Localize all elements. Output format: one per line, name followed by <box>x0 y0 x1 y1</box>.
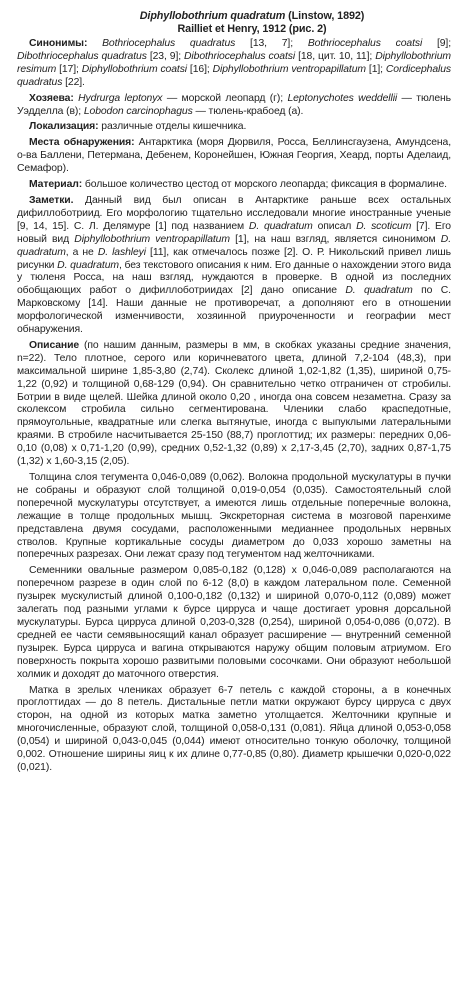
localization-text: различные отделы кишечника. <box>98 121 247 133</box>
locations-paragraph <box>17 137 451 176</box>
material-paragraph <box>17 179 451 192</box>
notes-text: [1], на наш взгляд, является синонимом <box>229 233 441 245</box>
synonym-ref: [18, цит. 10, 11]; <box>295 50 376 62</box>
species-authority: Railliet et Henry, 1912 (рис. 2) <box>177 23 327 35</box>
synonym-name: Bothriocephalus coatsi <box>307 38 423 49</box>
synonym-name: Diphyllobothrium ventropapillatum <box>212 63 366 75</box>
synonym-ref: [17]; <box>56 63 82 75</box>
description-text: (по нашим данным, размеры в мм, в скобках указаны средние значения, n=22). Тело плотное, серого или коричневатого цвета, длиной 7,2-104 (48,3), при максимальной ширине 1,85-3,80 (2,74). Сколекс длиной 1,02-1,82 (1,35), шириной 0,75-1,22 (0,92) и толщиной 0,68-129 (0,94). Он сравнительно четко отграничен от стробилы. Ботрии в виде щелей. Шейка длиной около 0,20 , иногда она совсем незаметна. Сразу за сколексом стробила сильно сегментирована. Членики слабо краспедотные, прямоугольные, квадратные или слегка вытянутые, иногда с выпуклыми латеральными краями. В стробиле насчитывается 25-150 (88,7) проглоттид; их размеры: передних 0,06-0,10 (0,08) х 0,71-1,20 (0,99), средних 0,52-1,32 (0,89) х 2,17-3,45 (2,70), задних 0,87-1,75 (1,32) х 1,60-3,15 (2,05). <box>17 339 451 468</box>
synonym-ref: [16]; <box>187 63 213 75</box>
uterus-paragraph: Матка в зрелых члениках образует 6-7 петель с каждой стороны, а в конечных проглоттидах — до 8 петель. Дистальные петли матки окружают бурсу цирруса с двух сторон, на одной из которых матка заметно утолщается. Желточники крупные и многочисленные, образуют слой, толщиной 0,058-0,131 (0,081). Яйца длиной 0,053-0,058 (0,054) и шириной 0,043-0,045 (0,044) имеют относительно тонкую оболочку, толщиной 0,002. Отношение ширины яиц к их длине 0,77-0,85 (0,80). Диаметр крышечки 0,020-0,022 (0,021). <box>17 684 451 773</box>
hosts-label: Хозяева: <box>29 92 74 104</box>
hosts-paragraph <box>17 93 451 119</box>
species-ref: D. quadratum <box>17 233 451 258</box>
species-ref: D. quadratum <box>345 285 413 297</box>
localization-label: Локализация: <box>29 121 99 133</box>
description-label: Описание <box>29 339 80 351</box>
synonym-name: Diphyllobothrium resimum <box>17 50 451 75</box>
synonym-ref: [9]; <box>422 38 452 49</box>
synonym-name: Cordicephalus quadratus <box>17 63 451 88</box>
locations-label: Места обнаружения: <box>29 137 135 149</box>
notes-text: , без текстового описания к ним. Его данные о нахождении этого вида у тюленя Росса, на наш взгляд, нуждаются в проверке. В одной из последних обобщающих работ о дифиллоботриидах [2] дано описание <box>17 259 451 297</box>
species-author: (Linstow, 1892) <box>285 10 365 22</box>
synonym-name: Diphyllobothrium coatsi <box>81 63 187 75</box>
synonym-name: Bothriocephalus quadratus <box>87 38 236 49</box>
notes-text: Данный вид был описан в Антарктике раньше всех остальных дифиллоботриид. Его морфологию тщательно исследовали многие иностранные ученые [9, 14, 15]. С. Л. Делямуре [1] под названием <box>17 194 451 232</box>
localization-paragraph <box>17 121 451 134</box>
species-ref: D. quadratum <box>57 259 119 271</box>
species-title <box>17 10 451 36</box>
host-common-name: — тюлень Уэдделла (в); <box>17 92 451 117</box>
testes-paragraph: Семенники овальные размером 0,085-0,182 (0,128) х 0,046-0,089 располагаются на поперечном разрезе в один слой по 6-12 (8,0) в каждом латеральном поле. Семенной пузырек мускулистый длиной 0,100-0,182 (0,132) и шириной 0,070-0,112 (0,089) может залегать под разными углами к бурсе цирруса и чаще достигает уровня дорсальной мускулатуры. Бурса цирруса длиной 0,203-0,328 (0,254), шириной 0,054-0,086 (0,072). В средней ее части семявыносящий канал образует расширение — внутренний семенной пузырек. Бурса цирруса и вагина открываются наружу общим половым атриумом. Его поверхность покрыта хорошо развитыми половыми сосочками. Они образуют небольшой холмик и доходят до маточного отверстия. <box>17 565 451 680</box>
species-ref: D. scoticum <box>356 220 412 232</box>
synonyms-paragraph <box>17 38 451 90</box>
notes-text: , а не <box>65 246 98 258</box>
species-ref: D. lashleyi <box>97 246 146 258</box>
material-label: Материал: <box>29 179 83 191</box>
species-ref: D. quadratum <box>248 220 313 232</box>
host-common-name: — морской леопард (г); <box>162 92 288 104</box>
notes-label: Заметки. <box>29 194 74 206</box>
host-name: Lobodon carcinophagus <box>83 105 193 117</box>
synonym-name: Dibothriocephalus coatsi <box>184 50 296 62</box>
synonym-ref: [1]; <box>365 63 386 75</box>
species-ref: Diphyllobothrium ventropapillatum <box>74 233 230 245</box>
notes-text: [7]. Его новый вид <box>17 220 451 245</box>
synonym-ref: [22]. <box>62 76 85 88</box>
host-common-name: — тюлень-крабоед (а). <box>192 105 304 117</box>
synonym-name: Dibothriocephalus quadratus <box>17 50 147 62</box>
species-name: Diphyllobothrium quadratum <box>139 10 286 22</box>
synonym-ref: [23, 9]; <box>146 50 185 62</box>
notes-text: по С. Марковскому [14]. Наши данные не противоречат, а дополняют его в отношении морфологической изменчивости, хозяинной приуроченности и географии мест обнаружения. <box>17 285 451 336</box>
tegument-paragraph: Толщина слоя тегумента 0,046-0,089 (0,062). Волокна продольной мускулатуры в пучки не собраны и образуют слой толщиной 0,019-0,054 (0,035). Самостоятельный слой поперечной мускулатуры отсутствует, а имеются лишь отдельные поперечные волокна, лежащие в толще продольных мышц. Экскреторная система в мозговой паренхиме представлена двумя сосудами, расположенными медианнее продольных нервных стволов. Крупные кортикальные сосуды диаметром до 0,033 хорошо заметны на поперечных разрезах. Они лежат сразу под тегументом над желточниками. <box>17 472 451 561</box>
synonym-ref: [13, 7]; <box>235 38 308 49</box>
locations-text: Антарктика (моря Дюрвиля, Росса, Беллинсгаузена, Амундсена, о-ва Баллени, Петермана, Дебенем, Коронейшен, Южная Георгия, Хеард, порты Аделаид, Семафор). <box>17 137 451 175</box>
notes-paragraph <box>17 195 451 337</box>
host-name: Hydrurga leptonyx <box>73 92 163 104</box>
notes-text: [11], как отмечалось позже [2]. О. Р. Никольский привел лишь рисунки <box>17 246 451 271</box>
description-paragraph <box>17 340 451 469</box>
host-name: Leptonychotes weddellii <box>287 92 398 104</box>
synonyms-label: Синонимы: <box>29 38 88 49</box>
notes-text: описал <box>312 220 357 232</box>
material-text: большое количество цестод от морского леопарда; фиксация в формалине. <box>82 179 447 191</box>
